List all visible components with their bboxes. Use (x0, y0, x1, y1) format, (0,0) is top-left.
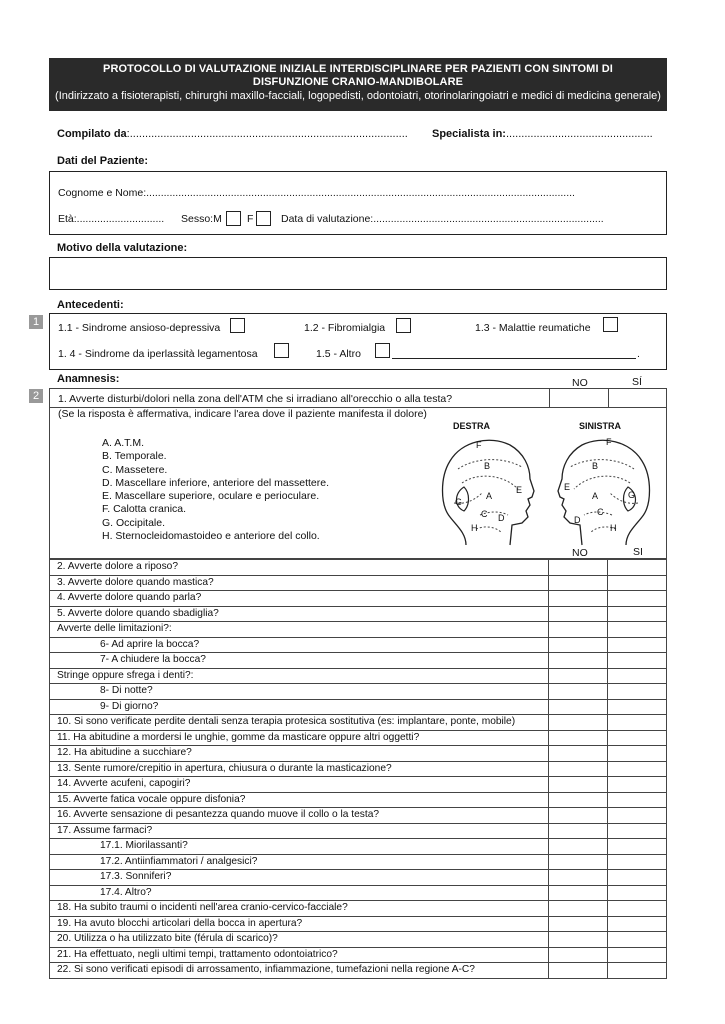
header-no: NO (572, 377, 588, 389)
answer-si-cell[interactable] (608, 684, 667, 700)
answer-si-cell[interactable] (608, 668, 667, 684)
head-sinistra-a: A (592, 491, 599, 501)
form-subtitle: (Indirizzato a fisioterapisti, chirurghi maxillo-facciali, logopedisti, odontoiatri, otorinolaringoiatri e medici di medicina generale) (55, 90, 661, 102)
answer-no-cell[interactable] (549, 591, 608, 607)
q1-text: 1. Avverte disturbi/dolori nella zona dell'ATM che si irradiano all'orecchio o alla testa? (58, 393, 453, 405)
answer-si-cell[interactable] (608, 699, 667, 715)
data-valutazione-field[interactable]: Data di valutazione:............................................................................... (281, 213, 604, 225)
answer-no-cell[interactable] (549, 808, 608, 824)
question-row (50, 684, 667, 700)
section-number-2: 2 (29, 389, 43, 403)
head-destra-d: D (498, 513, 505, 523)
compilato-label: Compilato da (57, 128, 127, 140)
answer-si-cell[interactable] (608, 932, 667, 948)
header-si: SÍ (632, 376, 642, 388)
question-row (50, 715, 667, 731)
compilato-field[interactable]: :........................................................................................... (126, 128, 408, 140)
head-sinistra-g: G (628, 490, 636, 500)
antecedente-1-2-checkbox[interactable] (396, 318, 411, 333)
area-list (102, 437, 329, 543)
question-row (50, 699, 667, 715)
answer-no-cell[interactable] (549, 854, 608, 870)
question-row (50, 947, 667, 963)
question-row (50, 963, 667, 979)
question-text: 6- Ad aprire la bocca? (50, 637, 549, 653)
form-header (49, 58, 667, 111)
question-row (50, 746, 667, 762)
altro-line-end: . (637, 348, 640, 360)
answer-si-cell[interactable] (608, 823, 667, 839)
q1-row (49, 388, 667, 408)
answer-si-cell[interactable] (608, 963, 667, 979)
head-sinistra-e: E (564, 482, 571, 492)
answer-no-cell[interactable] (549, 606, 608, 622)
eta-field[interactable]: Età:.............................. (58, 213, 165, 225)
question-text: 11. Ha abitudine a mordersi le unghie, gomme da masticare oppure altri oggetti? (50, 730, 549, 746)
answer-si-cell[interactable] (608, 808, 667, 824)
answer-no-cell[interactable] (549, 885, 608, 901)
answer-no-cell[interactable] (549, 622, 608, 638)
question-text: 16. Avverte sensazione di pesantezza quando muove il collo o la testa? (50, 808, 549, 824)
questions-table (49, 559, 667, 979)
answer-si-cell[interactable] (608, 901, 667, 917)
question-row (50, 730, 667, 746)
sinistra-label: SINISTRA (579, 421, 622, 431)
question-row (50, 622, 667, 638)
question-text: 10. Si sono verificate perdite dentali senza terapia protesica sostitutiva (es: implantare, ponte, mobile) (50, 715, 549, 731)
answer-no-cell[interactable] (549, 839, 608, 855)
antecedenti-title: Antecedenti: (57, 299, 124, 311)
dati-paziente-box (49, 171, 667, 235)
question-row (50, 885, 667, 901)
q1-no-cell[interactable] (549, 389, 609, 407)
question-row (50, 916, 667, 932)
head-destra-e: E (516, 485, 523, 495)
answer-si-cell[interactable] (608, 746, 667, 762)
answer-si-cell[interactable] (608, 622, 667, 638)
answer-no-cell[interactable] (549, 901, 608, 917)
answer-no-cell[interactable] (549, 792, 608, 808)
nome-field[interactable]: Cognome e Nome:................................................................................................................................................... (58, 187, 575, 199)
question-text: 15. Avverte fatica vocale oppure disfonia? (50, 792, 549, 808)
answer-no-cell[interactable] (549, 761, 608, 777)
answer-no-cell[interactable] (549, 777, 608, 793)
answer-si-cell[interactable] (608, 653, 667, 669)
question-text: 12. Ha abitudine a succhiare? (50, 746, 549, 762)
sesso-f-checkbox[interactable] (256, 211, 271, 226)
area-si-label: SI (633, 546, 643, 558)
question-text: 7- A chiudere la bocca? (50, 653, 549, 669)
answer-si-cell[interactable] (608, 854, 667, 870)
area-g: G. Occipitale. (102, 516, 166, 529)
answer-no-cell[interactable] (549, 870, 608, 886)
question-row (50, 637, 667, 653)
antecedente-1-5-label: 1.5 - Altro (316, 348, 361, 360)
area-b: B. Temporale. (102, 450, 167, 463)
altro-line[interactable] (392, 358, 636, 359)
specialista-row (432, 128, 653, 140)
question-text: Stringe oppure sfrega i denti?: (50, 668, 549, 684)
answer-si-cell[interactable] (608, 730, 667, 746)
head-destra-a: A (486, 491, 493, 501)
question-row (50, 761, 667, 777)
q1-si-cell[interactable] (608, 389, 668, 407)
question-text: 17.3. Sonniferi? (50, 870, 549, 886)
question-text: Avverte delle limitazioni?: (50, 622, 549, 638)
answer-no-cell[interactable] (549, 715, 608, 731)
answer-si-cell[interactable] (608, 591, 667, 607)
answer-si-cell[interactable] (608, 575, 667, 591)
question-text: 2. Avverte dolore a riposo? (50, 560, 549, 576)
answer-no-cell[interactable] (549, 653, 608, 669)
sesso-m-label: Sesso:M (181, 213, 222, 225)
antecedente-1-3-label: 1.3 - Malattie reumatiche (475, 322, 591, 334)
question-text: 9- Di giorno? (50, 699, 549, 715)
answer-no-cell[interactable] (549, 916, 608, 932)
answer-si-cell[interactable] (608, 637, 667, 653)
answer-si-cell[interactable] (608, 839, 667, 855)
antecedente-1-5-checkbox[interactable] (375, 343, 390, 358)
sesso-f-label: F (247, 213, 254, 225)
head-destra-f: F (476, 440, 482, 450)
answer-no-cell[interactable] (549, 699, 608, 715)
answer-si-cell[interactable] (608, 916, 667, 932)
area-f: F. Calotta cranica. (102, 503, 187, 516)
head-sinistra-d: D (574, 515, 581, 525)
area-a: A. A.T.M. (102, 437, 145, 449)
antecedente-1-3-checkbox[interactable] (603, 317, 618, 332)
answer-si-cell[interactable] (608, 761, 667, 777)
head-sinistra-diagram (550, 433, 656, 551)
question-row (50, 591, 667, 607)
question-row (50, 668, 667, 684)
question-row (50, 575, 667, 591)
head-destra-g: G (455, 497, 463, 507)
answer-no-cell[interactable] (549, 637, 608, 653)
question-text: 19. Ha avuto blocchi articolari della bocca in apertura? (50, 916, 549, 932)
question-text: 3. Avverte dolore quando mastica? (50, 575, 549, 591)
answer-no-cell[interactable] (549, 668, 608, 684)
answer-si-cell[interactable] (608, 870, 667, 886)
anamnesi-title: Anamnesis: (57, 373, 120, 385)
answer-si-cell[interactable] (608, 792, 667, 808)
area-c: C. Massetere. (102, 463, 168, 476)
question-row (50, 823, 667, 839)
question-row (50, 606, 667, 622)
section-number-1: 1 (29, 315, 43, 329)
question-row (50, 839, 667, 855)
question-text: 5. Avverte dolore quando sbadiglia? (50, 606, 549, 622)
destra-label: DESTRA (453, 421, 491, 431)
question-text: 17.1. Miorilassanti? (50, 839, 549, 855)
area-h: H. Sternocleidomastoideo e anteriore del collo. (102, 530, 320, 543)
question-row (50, 901, 667, 917)
question-row (50, 560, 667, 576)
question-row (50, 777, 667, 793)
answer-no-cell[interactable] (549, 575, 608, 591)
antecedente-1-1-label: 1.1 - Sindrome ansioso-depressiva (58, 322, 221, 334)
q1-subtext: (Se la risposta è affermativa, indicare l'area dove il paziente manifesta il dolore) (58, 408, 427, 420)
form-title-line1: PROTOCOLLO DI VALUTAZIONE INIZIALE INTERDISCIPLINARE PER PAZIENTI CON SINTOMI DI (103, 63, 613, 75)
question-text: 18. Ha subito traumi o incidenti nell'area cranio-cervico-facciale? (50, 901, 549, 917)
answer-no-cell[interactable] (549, 746, 608, 762)
question-row (50, 808, 667, 824)
question-text: 17.4. Altro? (50, 885, 549, 901)
question-text: 21. Ha effettuato, negli ultimi tempi, trattamento odontoiatrico? (50, 947, 549, 963)
question-text: 13. Sente rumore/crepitio in apertura, chiusura o durante la masticazione? (50, 761, 549, 777)
specialista-label: Specialista in: (432, 128, 506, 140)
head-sinistra-b: B (592, 461, 599, 471)
head-destra-b: B (484, 461, 491, 471)
question-row (50, 932, 667, 948)
head-destra-h: H (471, 523, 478, 533)
sesso-m-checkbox[interactable] (226, 211, 241, 226)
head-sinistra-f: F (606, 437, 612, 447)
question-row (50, 854, 667, 870)
answer-si-cell[interactable] (608, 606, 667, 622)
antecedente-1-2-label: 1.2 - Fibromialgia (304, 322, 386, 334)
head-destra-c: C (481, 509, 488, 519)
answer-no-cell[interactable] (549, 932, 608, 948)
question-text: 8- Di notte? (50, 684, 549, 700)
question-text: 17. Assume farmaci? (50, 823, 549, 839)
question-row (50, 792, 667, 808)
area-box (49, 407, 667, 559)
area-d: D. Mascellare inferiore, anteriore del massettere. (102, 476, 330, 489)
answer-si-cell[interactable] (608, 947, 667, 963)
question-text: 22. Si sono verificati episodi di arrossamento, infiammazione, tumefazioni nella regione A-C? (50, 963, 549, 979)
form-title-line2: DISFUNZIONE CRANIO-MANDIBOLARE (252, 76, 464, 88)
answer-si-cell[interactable] (608, 560, 667, 576)
compilato-row (57, 128, 408, 140)
area-e: E. Mascellare superiore, oculare e perioculare. (102, 490, 320, 503)
motivo-title: Motivo della valutazione: (57, 242, 188, 254)
antecedenti-box (49, 313, 667, 370)
answer-no-cell[interactable] (549, 730, 608, 746)
question-row (50, 653, 667, 669)
answer-no-cell[interactable] (549, 684, 608, 700)
antecedente-1-4-checkbox[interactable] (274, 343, 289, 358)
answer-si-cell[interactable] (608, 777, 667, 793)
head-sinistra-h: H (610, 523, 617, 533)
question-text: 17.2. Antiinfiammatori / analgesici? (50, 854, 549, 870)
dati-paziente-title: Dati del Paziente: (57, 155, 149, 167)
antecedente-1-1-checkbox[interactable] (230, 318, 245, 333)
question-text: 14. Avverte acufeni, capogiri? (50, 777, 549, 793)
answer-no-cell[interactable] (549, 947, 608, 963)
question-text: 4. Avverte dolore quando parla? (50, 591, 549, 607)
questions-body (50, 560, 667, 979)
answer-no-cell[interactable] (549, 963, 608, 979)
answer-no-cell[interactable] (549, 823, 608, 839)
question-row (50, 870, 667, 886)
motivo-input[interactable] (49, 257, 667, 290)
answer-si-cell[interactable] (608, 715, 667, 731)
question-text: 20. Utilizza o ha utilizzato bite (férula di scarico)? (50, 932, 549, 948)
specialista-field[interactable]: ................................................ (505, 128, 653, 140)
answer-no-cell[interactable] (549, 560, 608, 576)
area-no-label: NO (572, 547, 588, 559)
answer-si-cell[interactable] (608, 885, 667, 901)
head-sinistra-c: C (597, 507, 604, 517)
antecedente-1-4-label: 1. 4 - Sindrome da iperlassità legamentosa (58, 348, 258, 360)
